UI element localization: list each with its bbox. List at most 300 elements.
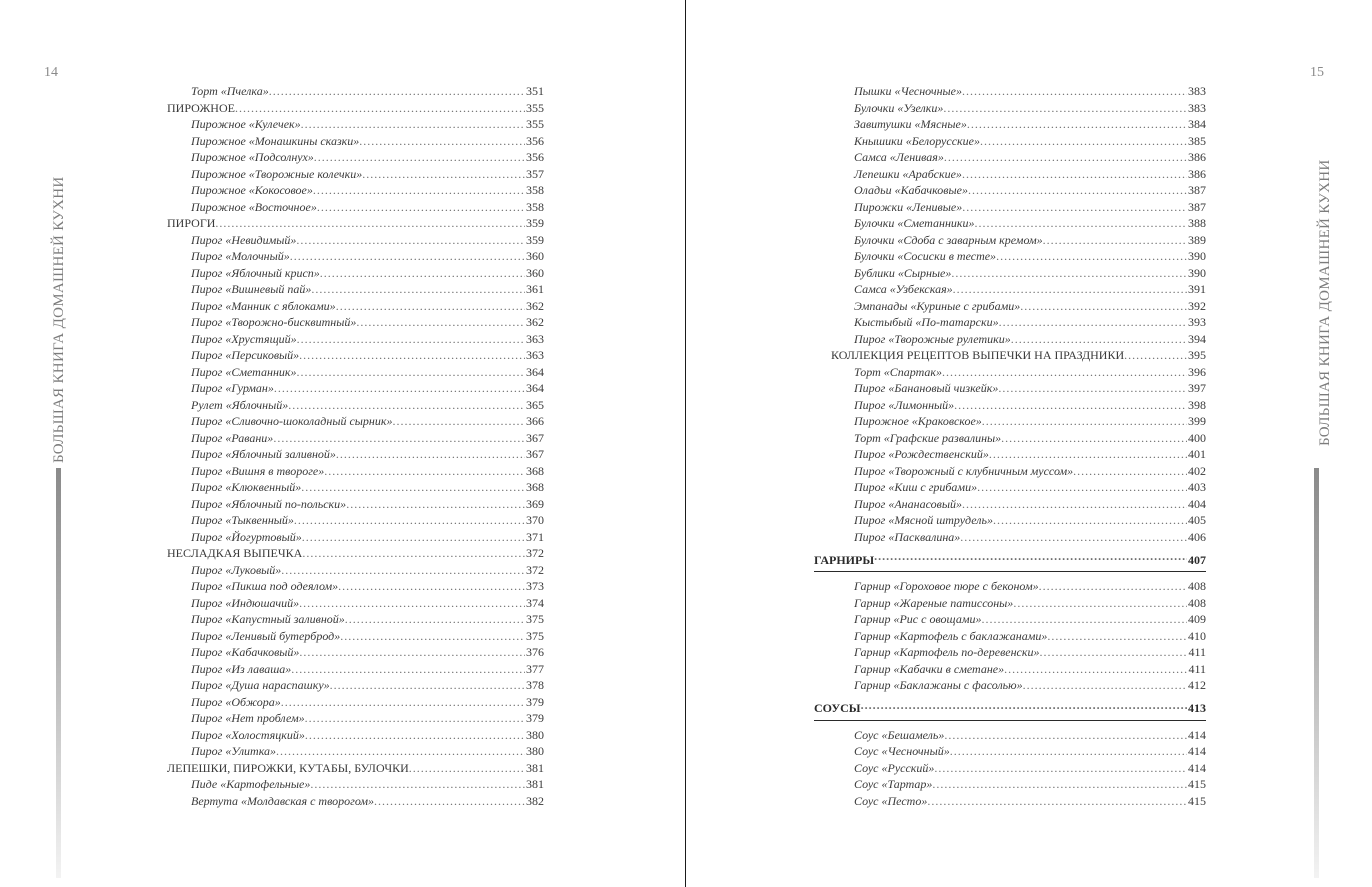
toc-entry [167,183,544,200]
dot-leader [989,447,1187,462]
dot-leader [314,150,525,165]
dot-leader [301,480,525,495]
dot-leader [281,563,525,578]
toc-entry-page: 415 [1188,777,1206,791]
dot-leader [313,183,525,198]
toc-entry [814,381,1206,398]
toc-entry [167,612,544,629]
dot-leader [962,497,1187,512]
page-number: 15 [1310,65,1324,80]
toc-entry-page: 398 [1188,397,1206,412]
toc-entry-page: 400 [1188,430,1206,445]
toc-entry-page: 389 [1188,232,1206,247]
toc-entry-page: 373 [526,579,544,593]
toc-entry [814,645,1206,662]
toc-entry [167,200,544,217]
toc-entry [814,117,1206,134]
toc-entry-page: 383 [1188,100,1206,115]
toc-entry-page: 412 [1188,678,1206,692]
toc-entry-page: 408 [1188,595,1206,610]
toc-entry-title: Гарнир «Гороховое пюре с беконом» [854,579,1039,593]
dot-leader [345,612,525,627]
toc-entry-title: Гарнир «Картофель по-деревенски» [854,645,1040,659]
toc-entry-title: Пирог «Тыквенный» [191,513,294,527]
toc-entry-title: Пышки «Чесночные» [854,84,962,98]
toc-entry [167,563,544,580]
toc-entry-page: 414 [1188,727,1206,742]
dot-leader [305,711,525,726]
dot-leader [296,233,525,248]
dot-leader [269,84,525,99]
dot-leader [1040,645,1188,660]
toc-entry [814,282,1206,299]
dot-leader [291,662,525,677]
toc-entry-page: 407 [1188,552,1206,567]
toc-entry-title: Пирог «Обжора» [191,694,281,709]
toc-entry-page: 387 [1188,183,1206,197]
spine-decoration-bar [1314,468,1319,878]
dot-leader [962,167,1187,182]
toc-entry-title: Пирожное «Кокосовое» [191,183,313,197]
toc-entry-title: Пирог «Гурман» [191,381,274,395]
toc-entry-page: 380 [526,727,544,742]
toc-entry [814,200,1206,217]
dot-leader [346,497,525,512]
toc-entry [814,678,1206,695]
toc-entry [814,728,1206,745]
toc-entry-title: Кыстыбый «По-татарски» [854,315,999,329]
page-number: 14 [44,65,58,80]
toc-entry-page: 355 [526,117,544,131]
left-page [0,0,685,887]
toc-entry-title: Пирог «Творожные рулетики» [854,331,1011,346]
toc-entry-title: Пирог «Хрустящий» [191,331,297,346]
toc-entry-page: 393 [1188,315,1206,329]
toc-entry-title: Соус «Тартар» [854,777,933,791]
toc-entry-page: 371 [526,529,544,544]
toc-entry [814,365,1206,382]
toc-entry [167,414,544,431]
toc-entry-page: 390 [1188,265,1206,280]
toc-entry-title: Булочки «Сосиски в тесте» [854,249,997,263]
toc-entry-title: Пирог «Улитка» [191,744,277,758]
toc-entry [814,233,1206,250]
toc-entry-title: Вертута «Молдавская с творогом» [191,793,375,808]
toc-entry-page: 372 [526,546,544,560]
toc-entry-title: Пирог «Творожный с клубничным муссом» [854,463,1074,478]
toc-entry-title: Пирог «Творожно-бисквитный» [191,315,357,329]
table-of-contents [814,84,1206,810]
toc-entry-page: 397 [1188,381,1206,395]
toc-entry-title: Пирог «Пикша под одеялом» [191,579,339,593]
toc-entry-page: 390 [1188,249,1206,263]
toc-entry [814,134,1206,151]
toc-entry-page: 405 [1188,513,1206,527]
toc-entry-page: 358 [526,183,544,197]
toc-entry-page: 387 [1188,199,1206,214]
toc-entry-page: 376 [526,645,544,659]
toc-entry [814,398,1206,415]
toc-entry [814,101,1206,118]
dot-leader [409,761,525,776]
toc-entry [814,761,1206,778]
dot-leader [1011,332,1187,347]
toc-entry [814,216,1206,233]
toc-entry-page: 399 [1188,414,1206,428]
toc-entry [814,530,1206,547]
toc-entry-title: Кнышики «Белорусские» [854,133,980,148]
toc-entry-page: 409 [1188,612,1206,626]
toc-entry [814,744,1206,761]
dot-leader [330,678,525,693]
toc-entry-page: 386 [1188,166,1206,181]
toc-entry-title: КОЛЛЕКЦИЯ РЕЦЕПТОВ ВЫПЕЧКИ НА ПРАЗДНИКИ [831,348,1125,362]
toc-entry-title: Пирог «Луковый» [191,562,282,577]
toc-entry-page: 392 [1188,298,1206,313]
toc-entry-title: Соус «Русский» [854,760,935,775]
toc-entry-page: 351 [526,84,544,98]
toc-entry-title: Пирог «Сливочно-шоколадный сырник» [191,414,393,428]
toc-entry-page: 386 [1188,150,1206,164]
dot-leader [374,794,525,809]
toc-entry-title: Соус «Бешамель» [854,727,945,742]
toc-entry-title: Пирог «Ленивый бутерброд» [191,628,341,643]
dot-leader [1001,431,1187,446]
toc-entry [167,150,544,167]
toc-entry-title: Пирог «Из лаваша» [191,661,292,676]
toc-entry-title: Самса «Ленивая» [854,150,944,164]
toc-entry-page: 382 [526,793,544,808]
toc-entry [167,744,544,761]
toc-entry-page: 411 [1188,645,1206,659]
dot-leader [932,777,1187,792]
dot-leader [927,794,1187,809]
toc-entry-page: 415 [1188,793,1206,808]
toc-entry-page: 363 [526,331,544,346]
toc-entry-page: 388 [1188,216,1206,230]
right-page [686,0,1372,887]
toc-entry [167,282,544,299]
toc-entry [814,497,1206,514]
toc-entry [167,447,544,464]
dot-leader [1043,233,1187,248]
toc-entry-page: 358 [526,199,544,214]
toc-entry [167,728,544,745]
toc-entry-title: Пирог «Вишня в твороге» [191,463,325,478]
toc-entry [167,513,544,530]
toc-entry [814,249,1206,266]
toc-entry-title: Пирог «Рождественский» [854,447,989,461]
toc-entry-title: Булочки «Сметанники» [854,216,975,230]
toc-entry-page: 360 [526,249,544,263]
toc-entry [167,167,544,184]
toc-entry-page: 364 [526,381,544,395]
dot-leader [942,365,1187,380]
toc-entry-title: Гарнир «Баклажаны с фасолью» [854,678,1023,692]
toc-entry [814,315,1206,332]
toc-entry-title: Пирог «Душа нараспашку» [191,678,330,692]
dot-leader [273,431,525,446]
toc-entry-title: Пирог «Банановый чизкейк» [854,381,999,395]
toc-entry-page: 396 [1188,364,1206,379]
dot-leader [993,513,1187,528]
dot-leader [967,117,1187,132]
toc-entry-title: Пирожное «Творожные колечки» [191,166,363,181]
toc-entry [814,629,1206,646]
dot-leader [305,728,525,743]
toc-entry [167,266,544,283]
toc-entry [814,777,1206,794]
dot-leader [336,299,525,314]
toc-entry-title: Пирожное «Краковское» [854,414,982,428]
dot-leader [301,117,525,132]
toc-entry [814,612,1206,629]
toc-entry-page: 383 [1188,84,1206,98]
toc-entry-page: 414 [1188,744,1206,758]
toc-entry-page: 362 [526,298,544,313]
dot-leader [1124,348,1187,363]
toc-entry-title: Пирог «Персиковый» [191,348,300,362]
toc-entry-page: 403 [1188,480,1206,494]
dot-leader [944,728,1187,743]
dot-leader [977,480,1187,495]
toc-entry [814,579,1206,596]
toc-entry-page: 363 [526,348,544,362]
toc-entry-page: 394 [1188,331,1206,346]
toc-entry-title: Пирог «Равани» [191,430,274,445]
toc-entry-page: 374 [526,595,544,610]
toc-entry-title: Пиде «Картофельные» [191,777,311,791]
toc-entry-title: Оладьи «Кабачковые» [854,183,968,197]
toc-entry-page: 359 [526,232,544,247]
dot-leader [362,167,525,182]
dot-leader [317,200,525,215]
dot-leader [953,282,1187,297]
toc-entry-page: 367 [526,447,544,461]
toc-section [167,761,544,778]
toc-entry-page: 359 [526,216,544,230]
toc-entry [814,266,1206,283]
toc-entry-title: Лепешки «Арабские» [854,166,962,181]
toc-entry-title: ГАРНИРЫ [814,552,875,567]
toc-entry-page: 391 [1188,282,1206,296]
toc-entry-title: Самса «Узбекская» [854,282,953,296]
dot-leader [235,101,525,116]
toc-entry [167,695,544,712]
toc-entry [814,431,1206,448]
toc-entry [167,777,544,794]
dot-leader [980,134,1187,149]
dot-leader [1013,596,1187,611]
dot-leader [874,549,1187,564]
dot-leader [1020,299,1187,314]
dot-leader [950,744,1187,759]
dot-leader [1047,629,1187,644]
toc-entry-page: 365 [526,397,544,412]
toc-chapter [814,549,1206,572]
toc-entry-title: Пирог «Яблочный заливной» [191,447,336,461]
toc-entry [814,794,1206,811]
toc-entry-title: СОУСЫ [814,701,861,715]
toc-entry [167,464,544,481]
toc-entry [814,480,1206,497]
dot-leader [294,513,525,528]
toc-entry-title: Пирожное «Подсолнух» [191,150,314,164]
toc-entry-page: 381 [526,760,544,775]
dot-leader [297,332,525,347]
dot-leader [392,414,525,429]
toc-entry [814,150,1206,167]
toc-entry-title: Пирог «Яблочный по-польски» [191,496,347,511]
toc-entry [167,84,544,101]
dot-leader [998,381,1187,396]
dot-leader [336,447,525,462]
toc-entry-page: 357 [526,166,544,181]
dot-leader [975,216,1187,231]
toc-entry-title: Пирожки «Ленивые» [854,199,963,214]
spine-decoration-bar [56,468,61,878]
dot-leader [944,150,1187,165]
toc-entry-page: 368 [526,480,544,494]
toc-entry [167,629,544,646]
toc-entry [167,596,544,613]
toc-entry-title: Гарнир «Кабачки в сметане» [854,661,1005,676]
toc-entry [814,596,1206,613]
toc-entry [814,183,1206,200]
toc-entry-page: 356 [526,150,544,164]
toc-entry-page: 384 [1188,117,1206,131]
running-title: БОЛЬШАЯ КНИГА ДОМАШНЕЙ КУХНИ [51,176,67,463]
dot-leader [340,629,525,644]
toc-entry [167,645,544,662]
toc-entry-title: Пирог «Мясной штрудель» [854,513,993,527]
toc-section [814,348,1206,365]
toc-entry-title: Пирожное «Кулечек» [191,117,301,131]
toc-entry-page: 377 [526,661,544,676]
dot-leader [960,530,1187,545]
toc-entry-title: Пирог «Йогуртовый» [191,529,302,544]
toc-entry-title: Пирог «Сметанник» [191,364,297,379]
dot-leader [324,464,525,479]
toc-entry-title: Пирог «Ананасовый» [854,496,962,511]
toc-entry-page: 372 [526,562,544,577]
toc-entry [167,480,544,497]
toc-entry-page: 369 [526,496,544,511]
toc-entry-page: 356 [526,133,544,148]
dot-leader [999,315,1187,330]
toc-entry-page: 367 [526,430,544,445]
toc-entry-title: Пирог «Нет проблем» [191,711,305,725]
toc-section [167,216,544,233]
toc-entry [167,381,544,398]
toc-entry-page: 404 [1188,496,1206,511]
toc-entry-page: 406 [1188,529,1206,544]
toc-entry [814,662,1206,679]
toc-entry-title: Гарнир «Жареные патиссоны» [854,595,1014,610]
toc-section [167,546,544,563]
dot-leader [951,266,1187,281]
dot-leader [299,596,525,611]
toc-entry-page: 355 [526,100,544,115]
toc-entry [167,348,544,365]
toc-entry-title: Пирог «Манник с яблоками» [191,298,336,313]
dot-leader [288,398,525,413]
toc-entry [167,134,544,151]
dot-leader [310,777,525,792]
toc-entry-title: Пирог «Кабачковый» [191,645,300,659]
toc-entry [167,794,544,811]
toc-entry-title: Пирог «Молочный» [191,249,290,263]
dot-leader [359,134,525,149]
dot-leader [281,695,525,710]
toc-entry-title: Пирожное «Восточное» [191,199,317,214]
toc-entry-page: 395 [1188,348,1206,362]
toc-entry [167,579,544,596]
toc-entry-page: 408 [1188,579,1206,593]
toc-entry-title: Пирог «Яблочный крисп» [191,265,320,280]
dot-leader [982,414,1187,429]
toc-entry [167,530,544,547]
toc-entry-page: 381 [526,777,544,791]
toc-entry-page: 360 [526,265,544,280]
toc-entry-title: ПИРОГИ [167,216,216,230]
dot-leader [276,744,525,759]
toc-entry-title: Пирог «Индюшачий» [191,595,300,610]
dot-leader [1004,662,1187,677]
toc-entry-page: 368 [526,463,544,478]
toc-entry [167,299,544,316]
dot-leader [356,315,525,330]
dot-leader [934,761,1187,776]
toc-entry-title: Пирог «Вишневый пай» [191,282,312,296]
toc-entry [814,447,1206,464]
toc-entry-title: Пирог «Капустный заливной» [191,612,345,626]
toc-entry-page: 361 [526,282,544,296]
toc-entry-page: 366 [526,414,544,428]
toc-entry-title: Соус «Чесночный» [854,744,950,758]
toc-entry-title: Пирожное «Монашкины сказки» [191,133,360,148]
toc-entry-title: Торт «Пчелка» [191,84,269,98]
toc-entry [167,398,544,415]
dot-leader [320,266,525,281]
toc-entry-page: 375 [526,628,544,643]
toc-entry-page: 414 [1188,760,1206,775]
dot-leader [1073,464,1187,479]
toc-entry [167,117,544,134]
dot-leader [338,579,525,594]
toc-entry [167,249,544,266]
toc-entry-title: Пирог «Холостяцкий» [191,727,305,742]
dot-leader [1023,678,1187,693]
toc-entry-page: 411 [1188,661,1206,676]
toc-entry [167,365,544,382]
toc-section [167,101,544,118]
dot-leader [968,183,1187,198]
dot-leader [290,249,525,264]
toc-entry-page: 379 [526,694,544,709]
toc-entry-page: 362 [526,315,544,329]
toc-entry [814,464,1206,481]
toc-entry-title: Булочки «Узелки» [854,100,944,115]
toc-entry-title: ЛЕПЕШКИ, ПИРОЖКИ, КУТАБЫ, БУЛОЧКИ [167,760,409,775]
toc-entry [167,662,544,679]
toc-entry-title: Пирог «Клюквенный» [191,480,302,494]
dot-leader [302,530,525,545]
toc-entry [814,299,1206,316]
toc-entry-title: Пирог «Киш с грибами» [854,480,978,494]
dot-leader [943,101,1187,116]
dot-leader [297,365,525,380]
